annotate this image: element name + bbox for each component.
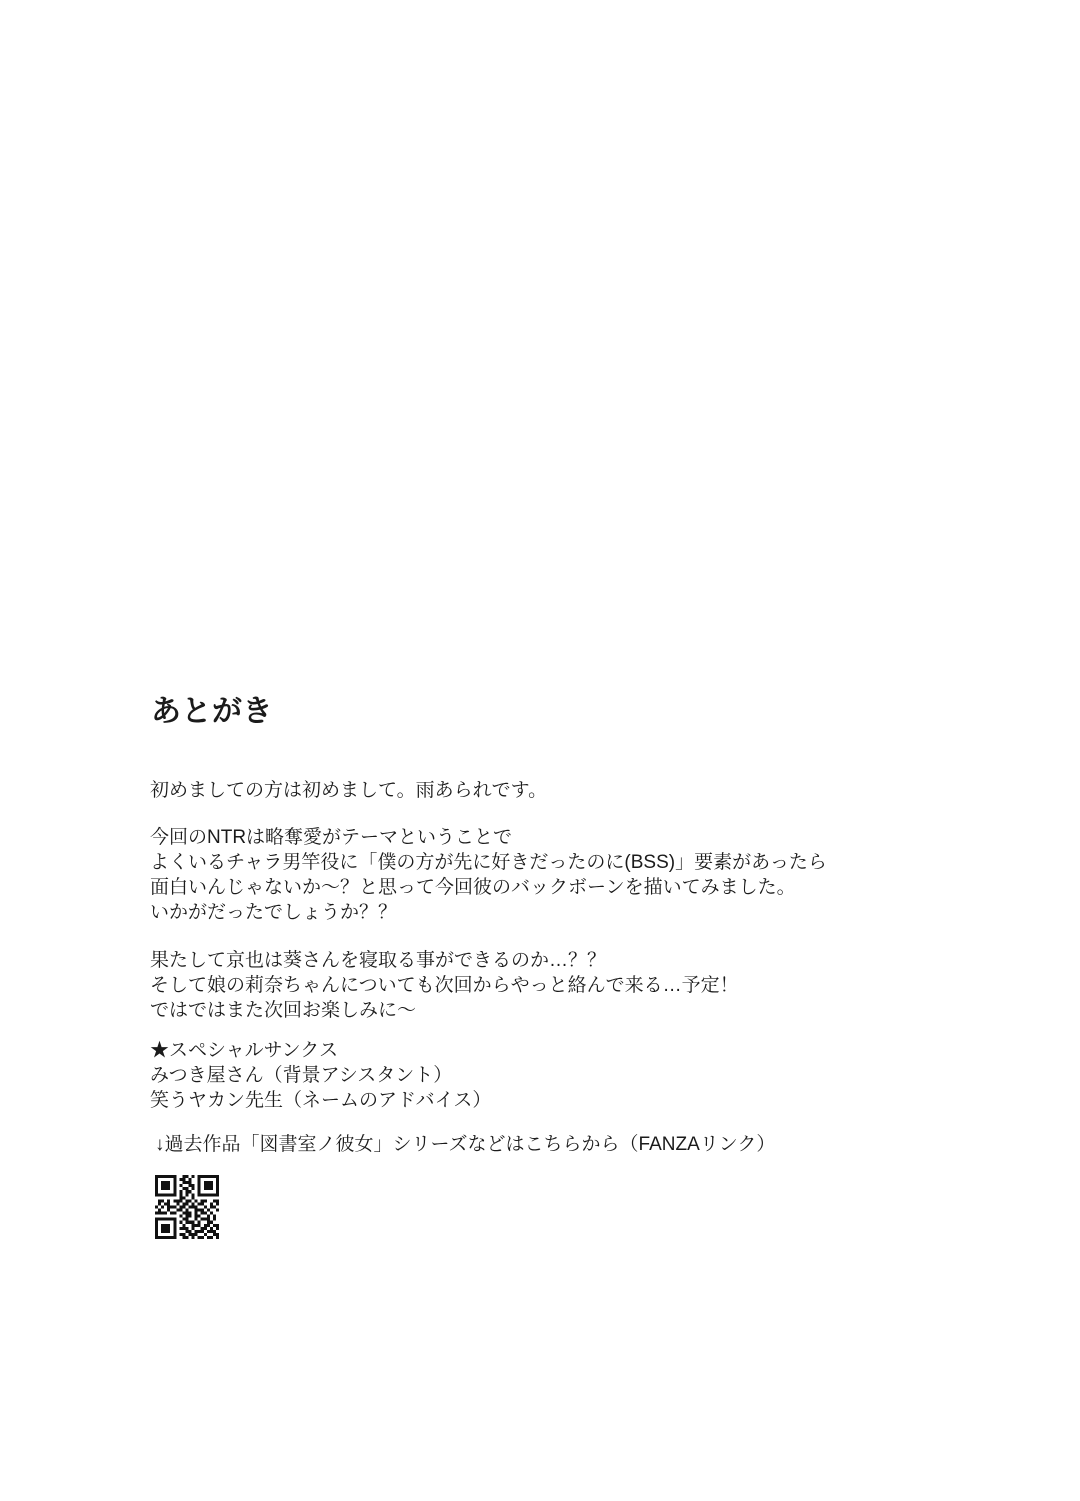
body-line: 面白いんじゃないか～？と思って今回彼のバックボーンを描いてみました。 [150,877,796,898]
special-thanks-paragraph [150,1038,491,1113]
page-title: あとがき [151,695,273,728]
body-line: そして娘の莉奈ちゃんについても次回からやっと絡んで来る…予定！ [150,975,739,996]
past-works-link-line: ↓過去作品「図書室ノ彼女」シリーズなどはこちらから（FANZAリンク） [155,1134,776,1155]
theme-paragraph [150,825,827,925]
intro-paragraph [150,778,547,803]
next-issue-paragraph [150,948,739,1023]
special-thanks-title: ★スペシャルサンクス [150,1040,339,1061]
thanks-credit-line: みつき屋さん（背景アシスタント） [150,1065,453,1086]
body-line: よくいるチャラ男竿役に「僕の方が先に好きだったのに(BSS)」要素があったら [150,852,827,873]
intro-line: 初めましての方は初めまして。雨あられです。 [150,780,548,801]
body-line: 今回のNTRは略奪愛がテーマということで [150,827,513,848]
body-line: いかがだったでしょうか？？ [150,902,398,923]
thanks-credit-line: 笑うヤカン先生（ネームのアドバイス） [150,1090,492,1111]
body-line: 果たして京也は葵さんを寝取る事ができるのか…？？ [150,950,607,971]
past-works-paragraph [155,1132,775,1157]
qr-code [155,1175,219,1239]
body-line: ではではまた次回お楽しみに～ [150,1000,417,1021]
